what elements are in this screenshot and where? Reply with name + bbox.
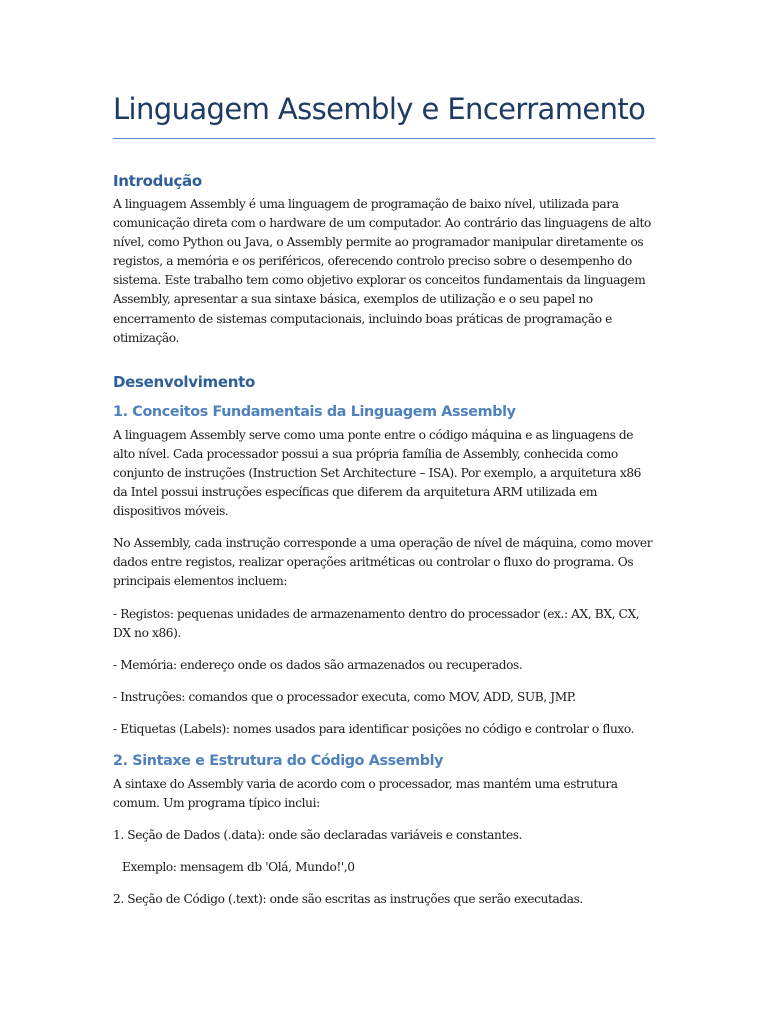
heading-section-1: 1. Conceitos Fundamentais da Linguagem Assembly — [113, 403, 516, 420]
list-item-memoria: - Memória: endereço onde os dados são armazenados ou recuperados. — [113, 657, 523, 672]
list-item-secao-codigo: 2. Seção de Código (.text): onde são escritas as instruções que serão executadas. — [113, 892, 583, 907]
code-example: Exemplo: mensagem db 'Olá, Mundo!',0 — [122, 860, 355, 875]
paragraph-introducao: A linguagem Assembly é uma linguagem de programação de baixo nível, utilizada para comunicação direta com o hardware de um computador. Ao contrário das linguagens de alto nível, como Python ou Java, o Assembly permite ao programador manipular diretamente os registos, a memória e os periféricos, oferecendo controlo preciso sobre o desempenho do sistema. Este trabalho tem como objetivo explorar os conceitos fundamentais da linguagem Assembly, apresentar a sua sintaxe básica, exemplos de utilização e o seu papel no encerramento de sistemas computacionais, incluindo boas práticas de programação e otimização. — [113, 197, 651, 345]
heading-section-2: 2. Sintaxe e Estrutura do Código Assembly — [113, 752, 444, 769]
title-underline — [113, 138, 655, 139]
paragraph-section2-1: A sintaxe do Assembly varia de acordo com o processador, mas mantém uma estrutura comum. Um programa típico inclui: — [113, 776, 618, 811]
list-item-instrucoes: - Instruções: comandos que o processador executa, como MOV, ADD, SUB, JMP. — [113, 689, 576, 704]
heading-desenvolvimento: Desenvolvimento — [113, 372, 256, 391]
paragraph-section1-2: No Assembly, cada instrução corresponde a uma operação de nível de máquina, como mover dados entre registos, realizar operações aritméticas ou controlar o fluxo do programa. Os principais elementos incluem: — [113, 536, 653, 589]
document-title: Linguagem Assembly e Encerramento — [113, 92, 646, 126]
list-item-registos: - Registos: pequenas unidades de armazenamento dentro do processador (ex.: AX, BX, CX, DX no x86). — [113, 606, 640, 640]
list-item-etiquetas: - Etiquetas (Labels): nomes usados para identificar posições no código e controlar o fluxo. — [113, 721, 635, 736]
document-body — [113, 172, 658, 909]
list-item-secao-dados: 1. Seção de Dados (.data): onde são declaradas variáveis e constantes. — [113, 828, 523, 843]
heading-introducao: Introdução — [113, 172, 202, 190]
paragraph-section1-1: A linguagem Assembly serve como uma ponte entre o código máquina e as linguagens de alto nível. Cada processador possui a sua própria família de Assembly, conhecida como conjunto de instruções (Instruction Set Architecture – ISA). Por exemplo, a arquitetura x86 da Intel possui instruções específicas que diferem da arquitetura ARM utilizada em dispositivos móveis. — [113, 427, 642, 519]
